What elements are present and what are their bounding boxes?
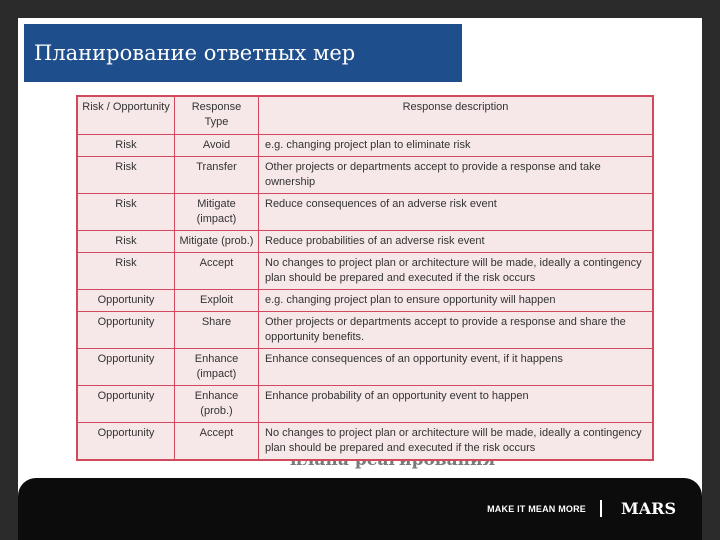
cell-description: Other projects or departments accept to provide a response and share the opportunity benefits. (259, 312, 654, 349)
footer-separator (600, 500, 602, 517)
cell-description: e.g. changing project plan to ensure opportunity will happen (259, 290, 654, 312)
cell-description: Enhance consequences of an opportunity event, if it happens (259, 349, 654, 386)
cell-response-type: Transfer (175, 157, 259, 194)
response-table (76, 95, 654, 461)
cell-category: Risk (77, 253, 175, 290)
cell-description: e.g. changing project plan to eliminate risk (259, 135, 654, 157)
cell-response-type: Accept (175, 253, 259, 290)
table-row (77, 157, 653, 194)
cell-response-type: Avoid (175, 135, 259, 157)
cell-description: No changes to project plan or architecture will be made, ideally a contingency plan should be prepared and executed if the risk occurs (259, 423, 654, 461)
table-row (77, 135, 653, 157)
cell-response-type: Exploit (175, 290, 259, 312)
cell-category: Risk (77, 231, 175, 253)
table-row (77, 423, 653, 461)
header-risk-opportunity: Risk / Opportunity (77, 96, 175, 135)
cell-description: Enhance probability of an opportunity event to happen (259, 386, 654, 423)
footer-slogan: MAKE IT MEAN MORE (487, 504, 586, 514)
table-row (77, 312, 653, 349)
cell-response-type: Mitigate (impact) (175, 194, 259, 231)
cell-category: Risk (77, 157, 175, 194)
cell-response-type: Enhance (prob.) (175, 386, 259, 423)
cell-category: Opportunity (77, 386, 175, 423)
header-response-type: Response Type (175, 96, 259, 135)
table-row (77, 194, 653, 231)
footer-bar (18, 478, 702, 540)
cell-category: Risk (77, 135, 175, 157)
cell-description: No changes to project plan or architecture will be made, ideally a contingency plan should be prepared and executed if the risk occurs (259, 253, 654, 290)
table-row (77, 386, 653, 423)
cell-description: Reduce probabilities of an adverse risk event (259, 231, 654, 253)
header-response-description: Response description (259, 96, 654, 135)
cell-category: Opportunity (77, 349, 175, 386)
cell-response-type: Accept (175, 423, 259, 461)
cell-response-type: Mitigate (prob.) (175, 231, 259, 253)
cell-response-type: Share (175, 312, 259, 349)
cell-response-type: Enhance (impact) (175, 349, 259, 386)
table-row (77, 290, 653, 312)
cell-category: Opportunity (77, 312, 175, 349)
cell-description: Other projects or departments accept to provide a response and take ownership (259, 157, 654, 194)
table-row (77, 253, 653, 290)
cell-category: Risk (77, 194, 175, 231)
cell-category: Opportunity (77, 290, 175, 312)
brand-logo: MARS (621, 499, 676, 518)
cell-description: Reduce consequences of an adverse risk event (259, 194, 654, 231)
table-header-row (77, 96, 653, 135)
slide (18, 18, 702, 522)
table-row (77, 349, 653, 386)
slide-title: Планирование ответных мер (34, 41, 356, 65)
title-bar (24, 24, 462, 82)
cell-category: Opportunity (77, 423, 175, 461)
table-row (77, 231, 653, 253)
